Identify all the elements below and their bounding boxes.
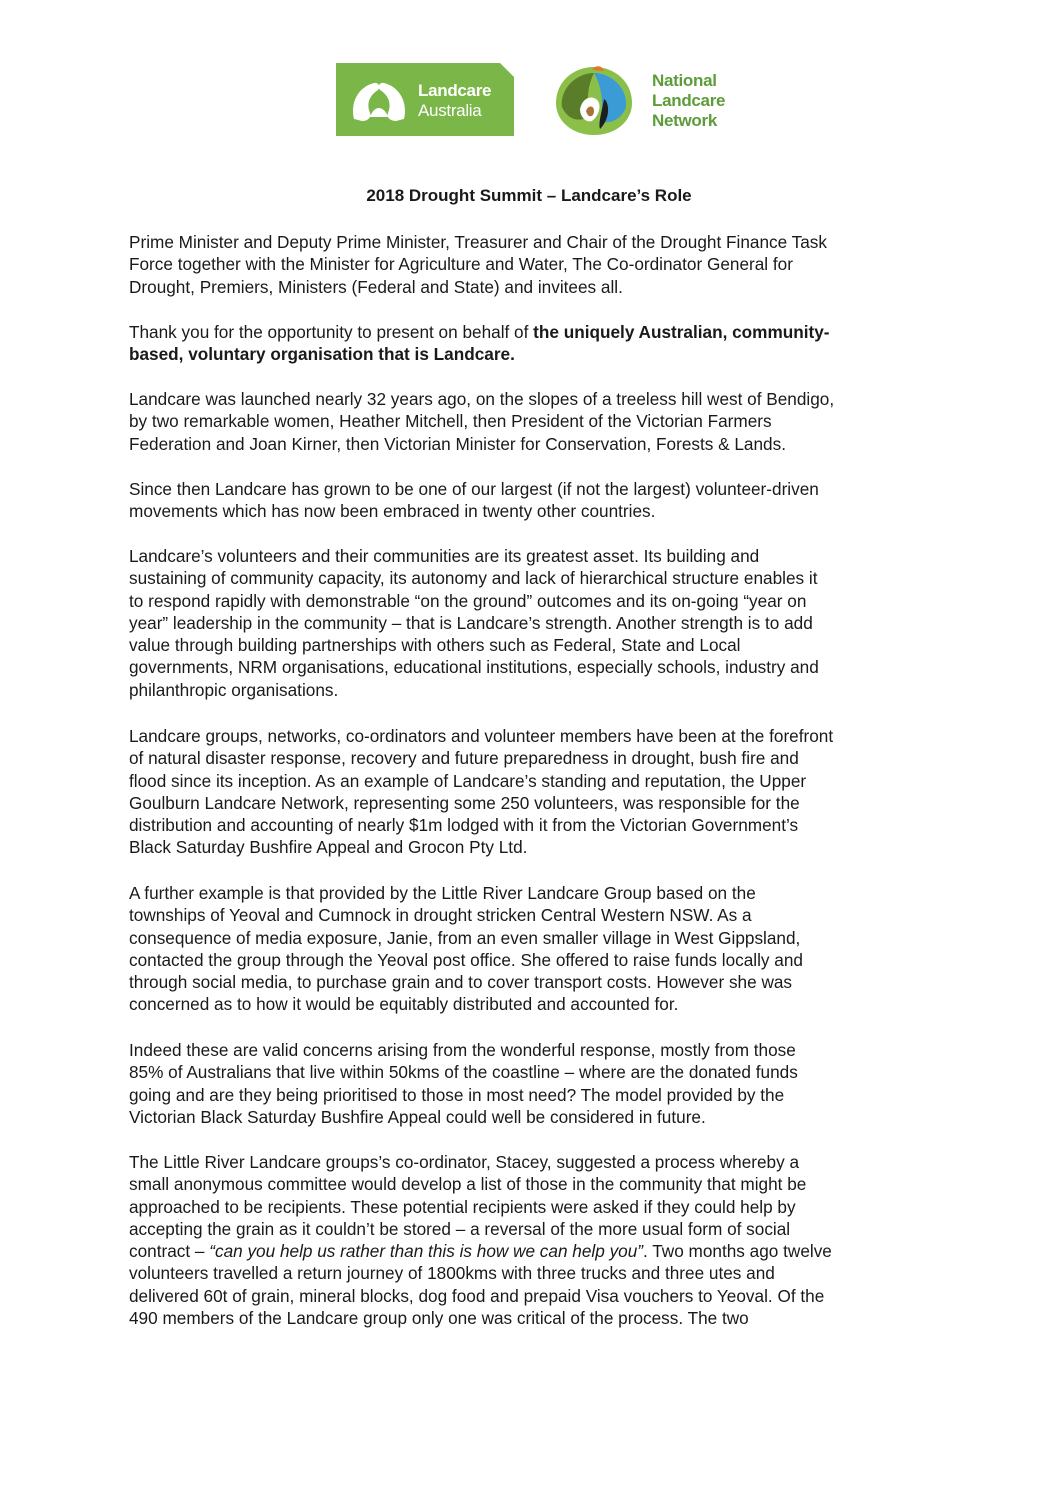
text-line: townships of Yeoval and Cumnock in drought stricken Central Western NSW. As a: [129, 905, 752, 926]
text-line: Goulburn Landcare Network, representing some 250 volunteers, was responsible for the: [129, 792, 800, 813]
text-line: approached to be recipients. These potential recipients were asked if they could help by: [129, 1196, 796, 1217]
nln-logo-text-line1: National: [652, 71, 717, 90]
paragraph-disaster-response: [129, 725, 934, 859]
text-line: volunteers travelled a return journey of 1800kms with three trucks and three utes and: [129, 1263, 775, 1284]
text-line: distribution and accounting of nearly $1m lodged with it from the Victorian Government’s: [129, 815, 799, 836]
paragraph-coordinator-process: [129, 1151, 934, 1329]
national-landcare-network-logo: [548, 63, 738, 138]
text-line: flood since its inception. As an example of Landcare’s standing and reputation, the Upper: [129, 770, 807, 791]
text-line: [129, 1240, 934, 1262]
text-italic-quote: “can you help us rather than this is how we can help you”: [209, 1241, 643, 1262]
landcare-logo-text-line1: Landcare: [418, 81, 492, 100]
text-line: through social media, to purchase grain and to cover transport costs. However she was: [129, 972, 793, 993]
text-line: The Little River Landcare groups’s co-ordinator, Stacey, suggested a process whereby a: [129, 1152, 800, 1172]
document-title: 2018 Drought Summit – Landcare’s Role: [366, 186, 692, 205]
nln-logo-text-line3: Network: [652, 111, 717, 130]
text-bold: the uniquely Australian, community-: [533, 322, 830, 342]
landcare-australia-logo: [336, 63, 514, 136]
text-line: governments, NRM organisations, educational institutions, especially schools, industry and: [129, 657, 819, 678]
text-line: philanthropic organisations.: [129, 679, 339, 700]
text-line: 490 members of the Landcare group only one was critical of the process. The two: [129, 1308, 749, 1329]
text-line: Federation and Joan Kirner, then Victorian Minister for Conservation, Forests & Lands.: [129, 433, 786, 454]
text-line: concerned as to how it would be equitably distributed and accounted for.: [129, 994, 679, 1015]
text-line: 85% of Australians that live within 50kms of the coastline – where are the donated funds: [129, 1062, 798, 1083]
paragraph-little-river: [129, 882, 934, 1016]
text-line: small anonymous committee would develop a list of those in the community that might be: [129, 1174, 807, 1195]
text-line: Drought, Premiers, Ministers (Federal and State) and invitees all.: [129, 276, 623, 297]
text-line: Prime Minister and Deputy Prime Minister, Treasurer and Chair of the Drought Finance Task: [129, 232, 827, 252]
text-line: contacted the group through the Yeoval post office. She offered to raise funds locally and: [129, 949, 803, 970]
paragraph-greeting: [129, 231, 934, 298]
text-line: value through building partnerships with others such as Federal, State and Local: [129, 635, 741, 656]
text-line: Force together with the Minister for Agriculture and Water, The Co-ordinator General for: [129, 254, 793, 275]
text-line: year” leadership in the community – that is Landcare’s strength. Another strength is to add: [129, 612, 813, 633]
text-line: movements which has now been embraced in twenty other countries.: [129, 501, 656, 522]
landcare-logo-text-line2: Australia: [418, 101, 482, 120]
text-line: Victorian Black Saturday Bushfire Appeal could well be considered in future.: [129, 1106, 706, 1127]
paragraph-volunteers: [129, 545, 934, 701]
text-plain: contract –: [129, 1241, 210, 1262]
logo-corner-notch: [500, 63, 514, 77]
text-plain: . Two months ago twelve: [643, 1241, 832, 1262]
text-line: Indeed these are valid concerns arising from the wonderful response, mostly from those: [129, 1040, 796, 1060]
text-line: consequence of media exposure, Janie, from an even smaller village in West Gippsland,: [129, 927, 801, 948]
text-line: of natural disaster response, recovery and future preparedness in drought, bush fire and: [129, 748, 799, 769]
text-line: by two remarkable women, Heather Mitchell, then President of the Victorian Farmers: [129, 411, 772, 432]
text-line: [129, 321, 934, 343]
national-landcare-leaf-icon: [548, 63, 640, 138]
text-line: Landcare was launched nearly 32 years ago, on the slopes of a treeless hill west of Bendigo,: [129, 389, 835, 409]
text-line: going and are they being prioritised to those in most need? The model provided by the: [129, 1084, 785, 1105]
text-line: Landcare groups, networks, co-ordinators and volunteer members have been at the forefront: [129, 726, 834, 746]
text-line: A further example is that provided by the Little River Landcare Group based on the: [129, 883, 756, 903]
paragraph-launch: [129, 388, 934, 455]
landcare-hands-icon: [348, 73, 410, 127]
text-plain: Thank you for the opportunity to present on behalf of: [129, 322, 534, 342]
text-line: accepting the grain as it couldn’t be stored – a reversal of the more usual form of social: [129, 1218, 791, 1239]
nln-logo-text-line2: Landcare: [652, 91, 726, 110]
text-line: Since then Landcare has grown to be one of our largest (if not the largest) volunteer-driven: [129, 479, 819, 499]
paragraph-thanks: [129, 321, 934, 366]
paragraph-concerns: [129, 1039, 934, 1128]
text-line: to respond rapidly with demonstrable “on the ground” outcomes and its on-going “year on: [129, 590, 807, 611]
text-line: delivered 60t of grain, mineral blocks, dog food and prepaid Visa vouchers to Yeoval. Of the: [129, 1285, 825, 1306]
text-line: sustaining of community capacity, its autonomy and lack of hierarchical structure enables it: [129, 568, 818, 589]
text-line-bold: based, voluntary organisation that is Landcare.: [129, 344, 515, 365]
text-line: Black Saturday Bushfire Appeal and Grocon Pty Ltd.: [129, 837, 528, 858]
text-line: Landcare’s volunteers and their communities are its greatest asset. Its building and: [129, 546, 760, 566]
paragraph-growth: [129, 478, 934, 523]
